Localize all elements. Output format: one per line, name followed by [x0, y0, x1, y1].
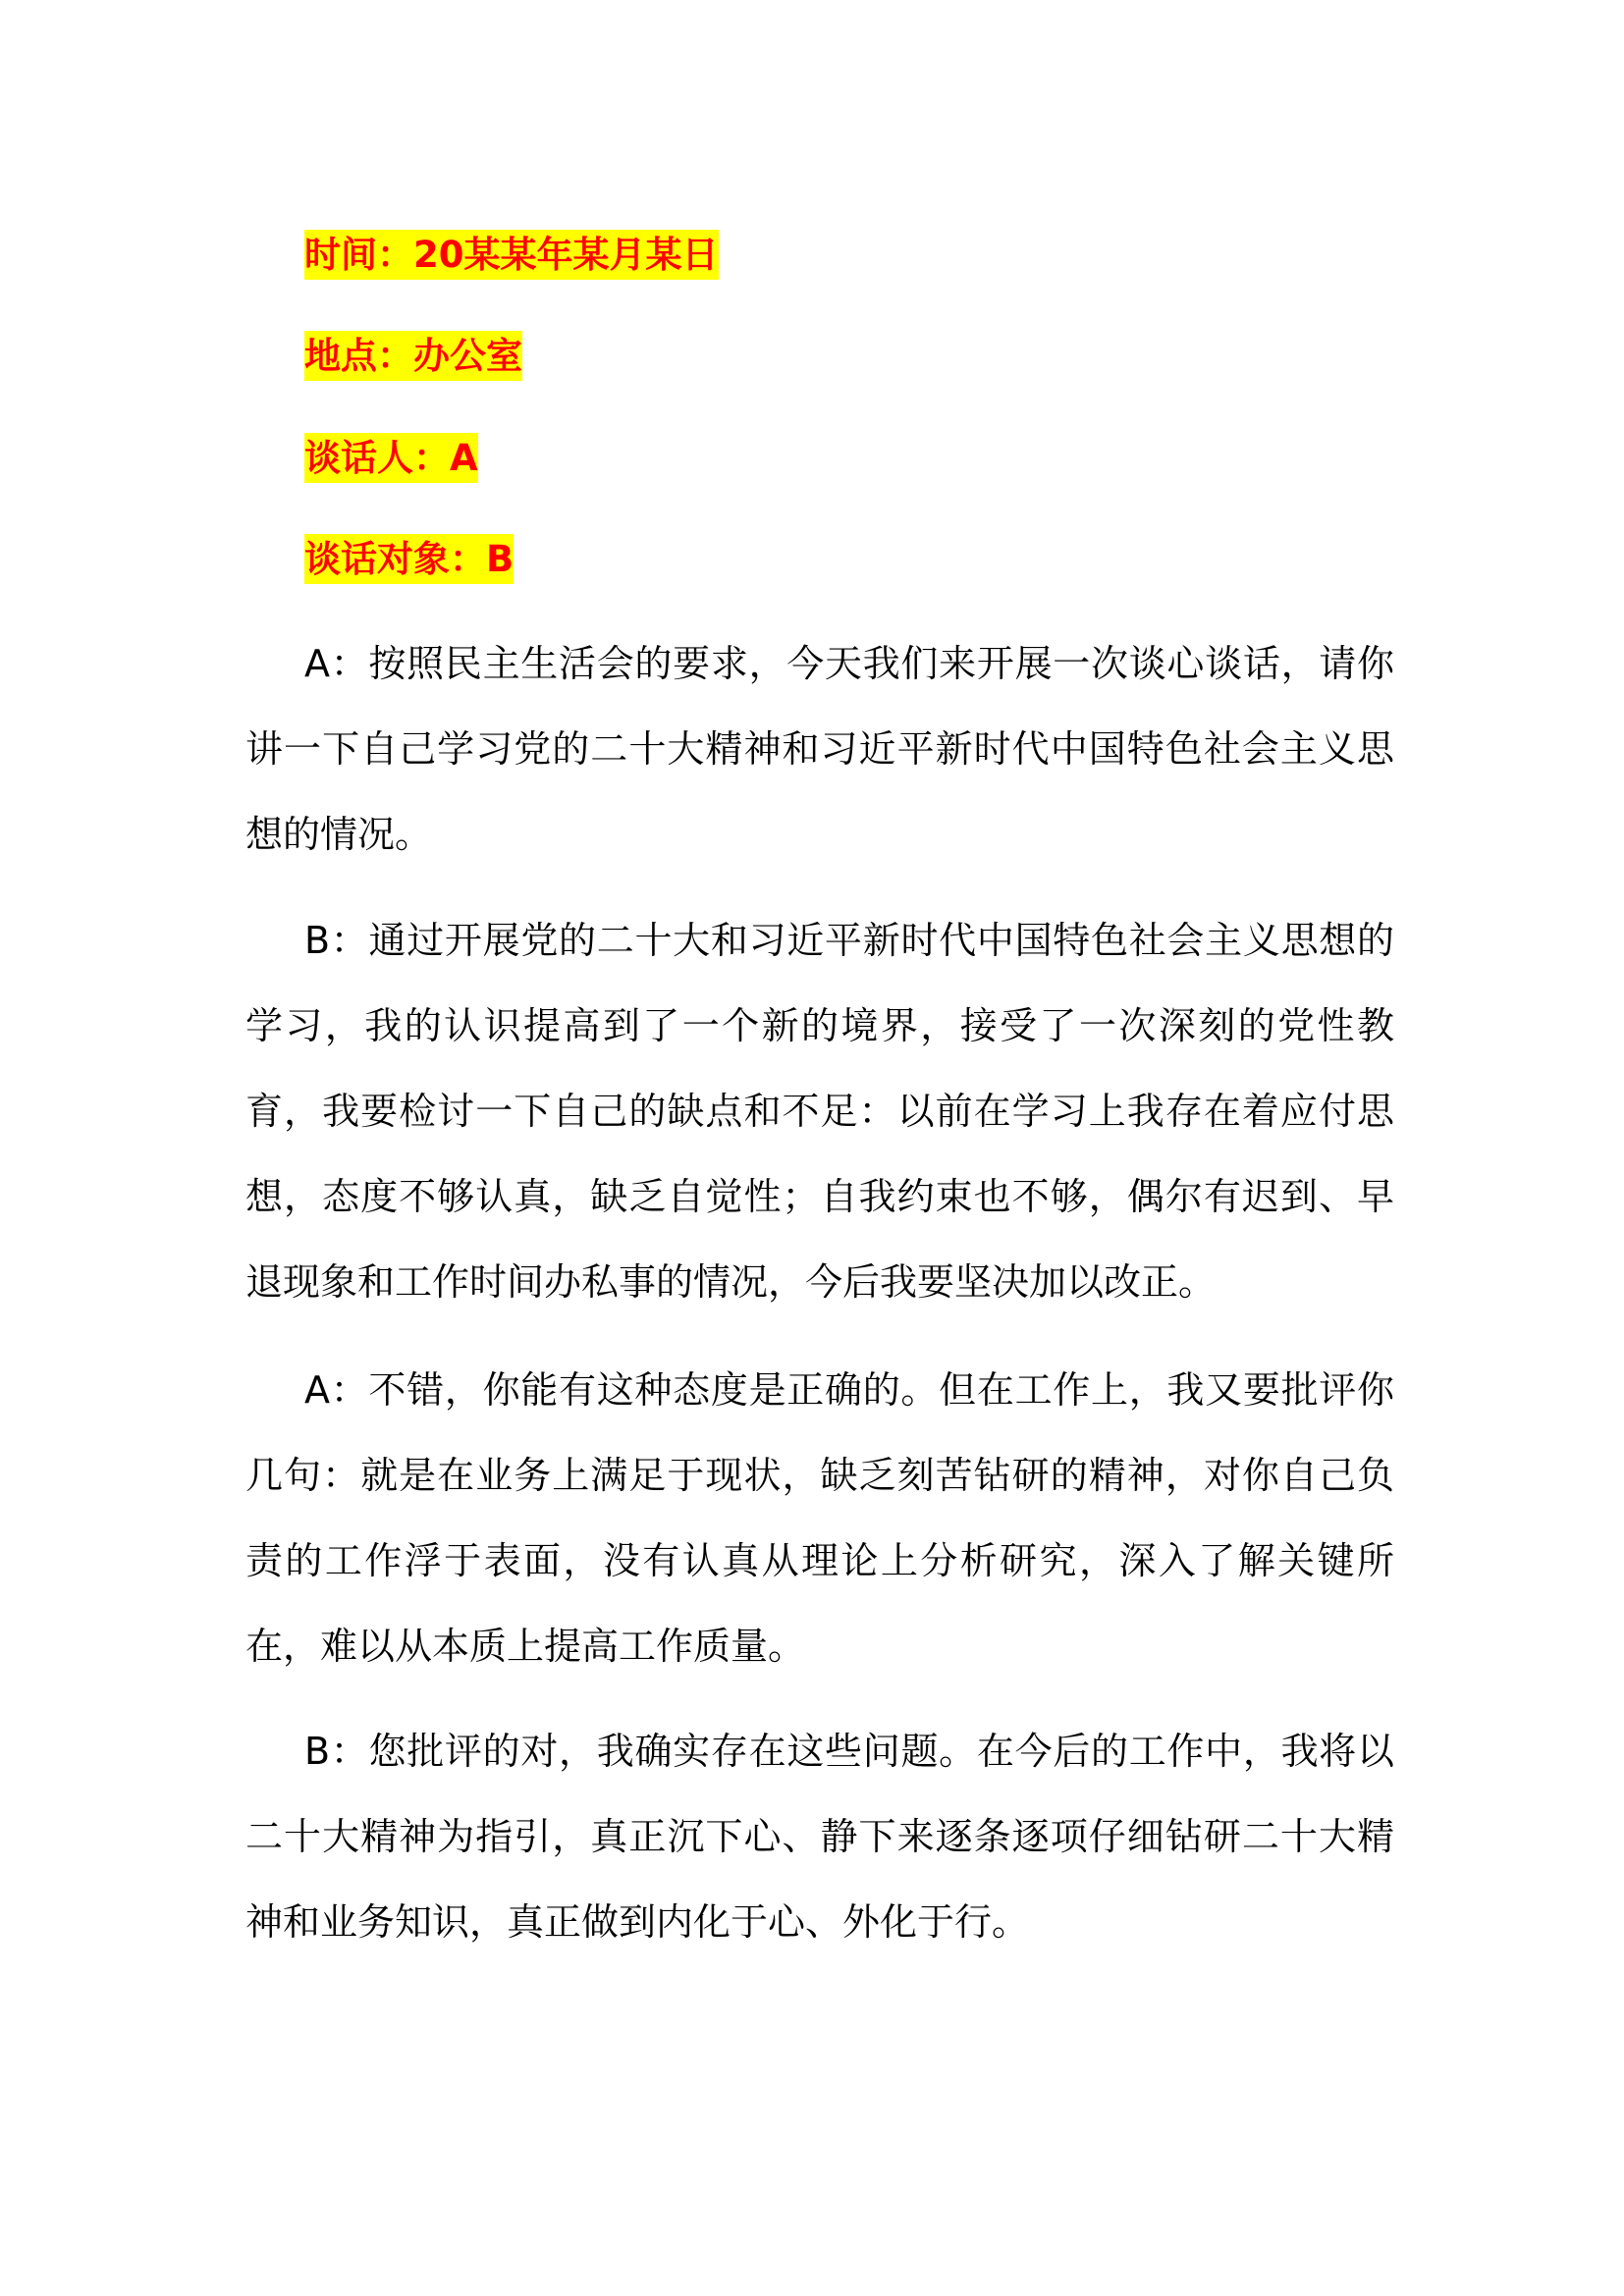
- dialogue-paragraph: A：按照民主生活会的要求，今天我们来开展一次谈心谈话，请你讲一下自己学习党的二十大精神和习近平新时代中国特色社会主义思想的情况。: [245, 642, 1394, 856]
- dialogue-paragraph: B：您批评的对，我确实存在这些问题。在今后的工作中，我将以二十大精神为指引，真正沉下心、静下来逐条逐项仔细钻研二十大精神和业务知识，真正做到内化于心、外化于行。: [245, 1730, 1394, 1944]
- meeting-interviewee: [304, 530, 514, 589]
- meeting-speaker: [304, 429, 478, 488]
- meeting-speaker-text: 谈话人：A: [304, 433, 478, 483]
- meeting-time-text: 时间：20某某年某月某日: [304, 230, 719, 280]
- dialogue-paragraph: B：通过开展党的二十大和习近平新时代中国特色社会主义思想的学习，我的认识提高到了一个新的境界，接受了一次深刻的党性教育，我要检讨一下自己的缺点和不足：以前在学习上我存在着应付思想，态度不够认真，缺乏自觉性；自我约束也不够，偶尔有迟到、早退现象和工作时间办私事的情况，今后我要坚决加以改正。: [245, 919, 1394, 1304]
- meeting-interviewee-text: 谈话对象：B: [304, 534, 514, 584]
- dialogue-paragraph: A：不错，你能有这种态度是正确的。但在工作上，我又要批评你几句：就是在业务上满足于现状，缺乏刻苦钻研的精神，对你自己负责的工作浮于表面，没有认真从理论上分析研究，深入了解关键所在，难以从本质上提高工作质量。: [245, 1368, 1394, 1668]
- meeting-time: [304, 226, 719, 285]
- meeting-place: [304, 327, 522, 386]
- meeting-place-text: 地点：办公室: [304, 331, 522, 381]
